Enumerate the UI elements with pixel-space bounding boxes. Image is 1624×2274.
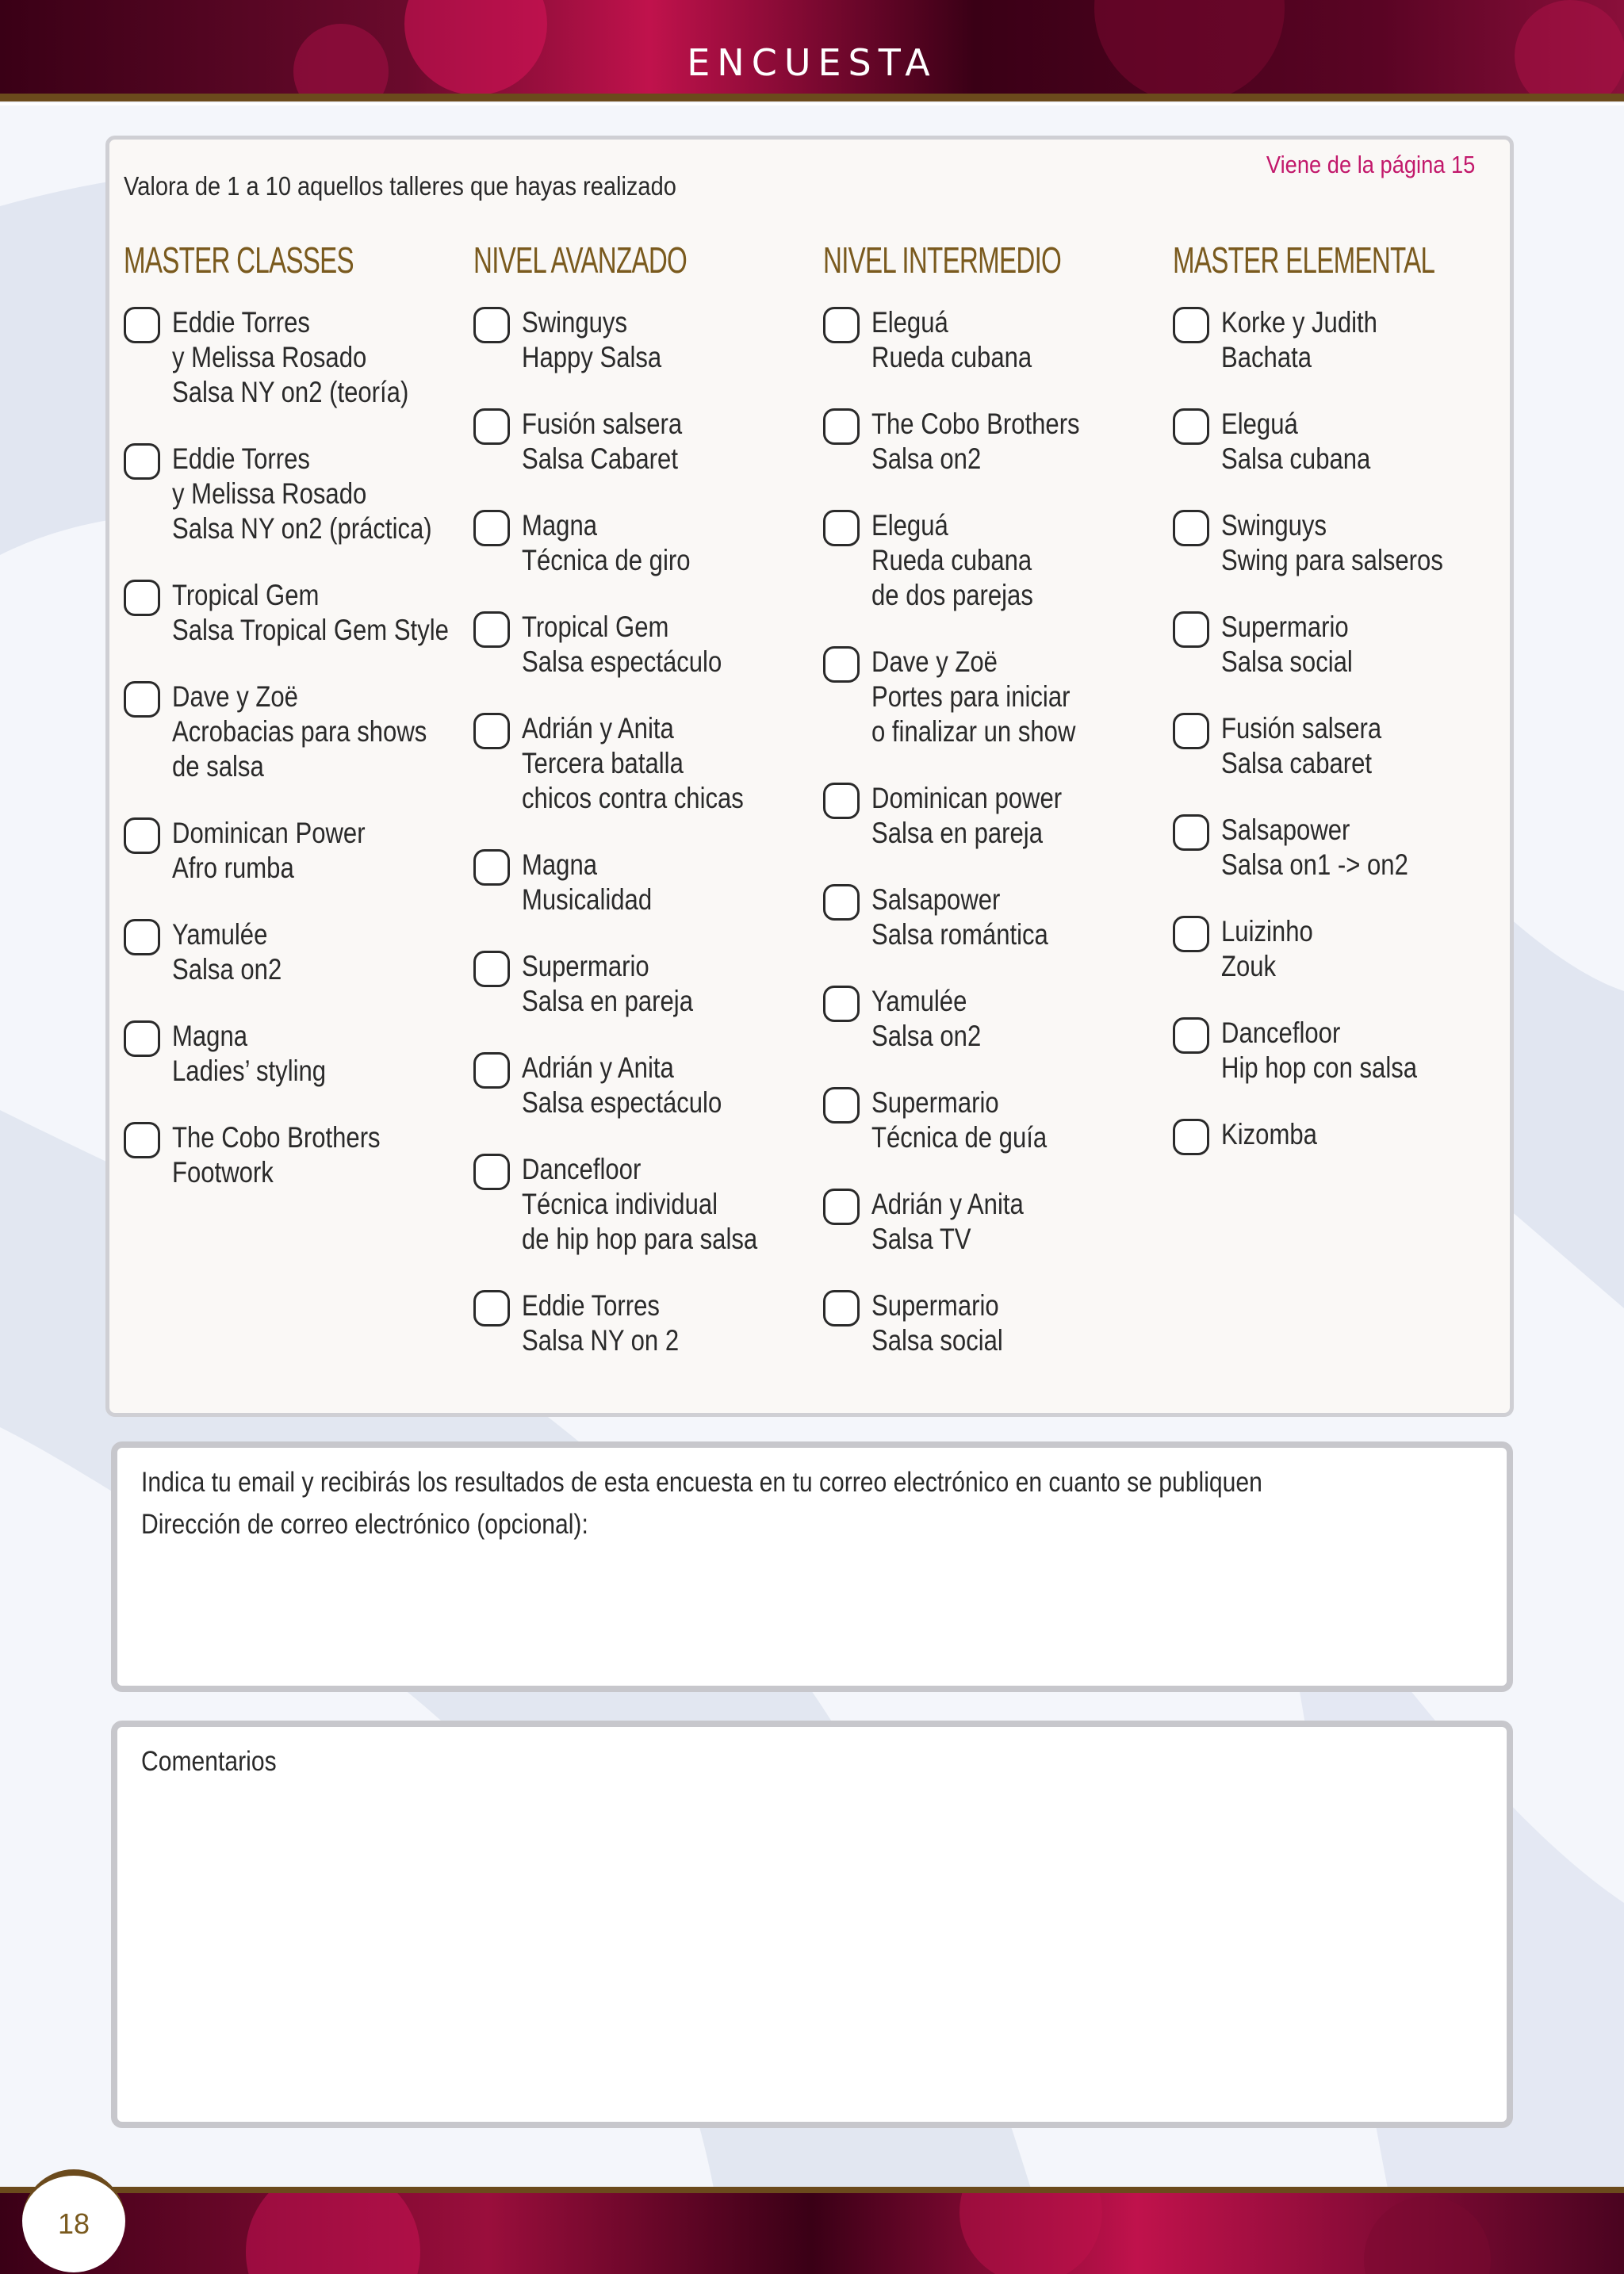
item-line: Salsa NY on2 (práctica) (172, 512, 432, 545)
item-line: Dancefloor (522, 1153, 642, 1185)
item-line: Eddie Torres (172, 442, 310, 475)
header-banner (0, 0, 1624, 94)
item-line: Zouk (1221, 950, 1277, 982)
comments-box[interactable] (111, 1721, 1513, 2128)
checkbox[interactable] (473, 307, 510, 343)
item-line: The Cobo Brothers (871, 408, 1080, 440)
item-line: Fusión salsera (1221, 712, 1382, 745)
checkbox[interactable] (124, 681, 160, 718)
workshop-item (1173, 508, 1506, 578)
item-line: Salsa en pareja (522, 985, 693, 1017)
checkbox[interactable] (124, 1122, 160, 1158)
workshop-item (124, 442, 457, 546)
workshop-item (823, 781, 1156, 851)
column-heading: MASTER CLASSES (124, 239, 354, 281)
column-heading: MASTER ELEMENTAL (1173, 239, 1435, 281)
workshop-item (473, 711, 806, 816)
column-master-elemental (1173, 239, 1506, 1184)
checkbox[interactable] (1173, 510, 1209, 546)
item-line: Salsa Tropical Gem Style (172, 614, 449, 646)
footer-rule (0, 2187, 1624, 2193)
item-line: Bachata (1221, 341, 1312, 373)
workshop-item (473, 1051, 806, 1120)
checkbox[interactable] (823, 783, 860, 819)
checkbox[interactable] (124, 580, 160, 616)
item-line: Luizinho (1221, 915, 1313, 948)
header-rule-highlight (0, 103, 1624, 105)
footer-banner (0, 2188, 1624, 2274)
workshop-item (1173, 813, 1506, 882)
workshop-item (1173, 407, 1506, 477)
intro-text: Valora de 1 a 10 aquellos talleres que hayas realizado (124, 171, 676, 201)
column-master-classes (124, 239, 457, 1222)
workshop-item (1173, 1117, 1506, 1152)
checkbox[interactable] (473, 1154, 510, 1190)
checkbox[interactable] (823, 408, 860, 445)
item-line: Salsa cabaret (1221, 747, 1373, 779)
item-line: Salsa cubana (1221, 442, 1371, 475)
workshop-item (1173, 711, 1506, 781)
item-line: The Cobo Brothers (172, 1121, 381, 1154)
workshop-item (823, 984, 1156, 1054)
workshop-item (823, 1187, 1156, 1257)
item-line: Supermario (871, 1289, 999, 1322)
checkbox[interactable] (124, 307, 160, 343)
page-number-badge (22, 2169, 125, 2272)
item-line: Magna (522, 848, 598, 881)
item-line: Kizomba (1221, 1118, 1317, 1150)
item-line: Magna (522, 509, 598, 542)
item-line: Salsa on2 (172, 953, 282, 986)
workshop-item (473, 848, 806, 917)
checkbox[interactable] (1173, 1119, 1209, 1155)
item-line: Acrobacias para shows (172, 715, 427, 748)
item-line: Salsapower (1221, 814, 1350, 846)
email-field-label: Dirección de correo electrónico (opcional): (141, 1509, 588, 1540)
item-line: Dave y Zoë (172, 680, 298, 713)
item-line: Técnica de giro (522, 544, 691, 576)
item-line: Rueda cubana (871, 544, 1032, 576)
item-line: Dominican Power (172, 817, 366, 849)
workshop-item (823, 1085, 1156, 1155)
workshop-item (473, 949, 806, 1019)
item-line: Eleguá (871, 306, 948, 339)
workshop-item (473, 610, 806, 680)
item-line: Adrián y Anita (522, 1051, 674, 1084)
item-line: Técnica individual (522, 1188, 718, 1220)
item-line: Portes para iniciar (871, 680, 1071, 713)
workshop-item (823, 508, 1156, 613)
item-line: Rueda cubana (871, 341, 1032, 373)
item-line: Salsapower (871, 883, 1001, 916)
workshop-item (823, 407, 1156, 477)
workshop-item (473, 1152, 806, 1257)
item-line: Salsa NY on2 (teoría) (172, 376, 409, 408)
item-line: Tropical Gem (172, 579, 320, 611)
item-line: Salsa social (1221, 645, 1353, 678)
workshop-item (124, 578, 457, 648)
item-line: Adrián y Anita (871, 1188, 1024, 1220)
checkbox[interactable] (823, 1189, 860, 1225)
workshop-item (1173, 1016, 1506, 1085)
checkbox[interactable] (1173, 307, 1209, 343)
item-line: Afro rumba (172, 852, 294, 884)
item-line: Swing para salseros (1221, 544, 1443, 576)
checkbox[interactable] (823, 307, 860, 343)
item-line: Dominican power (871, 782, 1063, 814)
workshop-item (473, 1288, 806, 1358)
item-line: Yamulée (871, 985, 967, 1017)
checkbox[interactable] (473, 1290, 510, 1326)
checkbox[interactable] (1173, 814, 1209, 851)
workshop-item (124, 305, 457, 410)
checkbox[interactable] (473, 408, 510, 445)
email-instructions: Indica tu email y recibirás los resultados de esta encuesta en tu correo electrónico en cuanto se publiquen (141, 1467, 1262, 1498)
item-line: de hip hop para salsa (522, 1223, 758, 1255)
item-line: Eddie Torres (522, 1289, 660, 1322)
checkbox[interactable] (124, 919, 160, 955)
workshop-item (823, 645, 1156, 749)
item-line: Salsa Cabaret (522, 442, 678, 475)
item-line: Supermario (522, 950, 649, 982)
workshop-item (823, 1288, 1156, 1358)
item-line: chicos contra chicas (522, 782, 744, 814)
item-line: Swinguys (522, 306, 628, 339)
item-line: Ladies’ styling (172, 1055, 327, 1087)
item-line: Tercera batalla (522, 747, 684, 779)
workshop-item (473, 305, 806, 375)
checkbox[interactable] (823, 884, 860, 921)
checkbox[interactable] (124, 1020, 160, 1057)
item-line: Happy Salsa (522, 341, 662, 373)
workshop-item (124, 816, 457, 886)
column-nivel-intermedio (823, 239, 1156, 1390)
checkbox[interactable] (823, 1087, 860, 1124)
item-line: Tropical Gem (522, 611, 669, 643)
item-line: Adrián y Anita (522, 712, 674, 745)
checkbox[interactable] (823, 986, 860, 1022)
workshop-item (1173, 305, 1506, 375)
workshop-item (124, 1019, 457, 1089)
item-line: Korke y Judith (1221, 306, 1377, 339)
item-line: Dancefloor (1221, 1016, 1341, 1049)
checkbox[interactable] (473, 951, 510, 987)
workshop-item (823, 305, 1156, 375)
checkbox[interactable] (1173, 916, 1209, 952)
workshops-panel (105, 136, 1514, 1417)
checkbox[interactable] (473, 510, 510, 546)
item-line: Salsa NY on 2 (522, 1324, 680, 1357)
checkbox[interactable] (1173, 713, 1209, 749)
checkbox[interactable] (124, 443, 160, 480)
checkbox[interactable] (1173, 611, 1209, 648)
item-line: Salsa social (871, 1324, 1003, 1357)
checkbox[interactable] (473, 849, 510, 886)
header-rule (0, 94, 1624, 101)
workshop-item (124, 680, 457, 784)
workshop-item (823, 882, 1156, 952)
column-nivel-avanzado (473, 239, 806, 1390)
item-line: Yamulée (172, 918, 268, 951)
checkbox[interactable] (473, 611, 510, 648)
workshop-item (1173, 914, 1506, 984)
item-line: Salsa romántica (871, 918, 1048, 951)
column-heading: NIVEL INTERMEDIO (823, 239, 1062, 281)
checkbox[interactable] (823, 646, 860, 683)
checkbox[interactable] (473, 713, 510, 749)
item-line: Supermario (871, 1086, 999, 1119)
workshop-item (473, 407, 806, 477)
item-line: Salsa espectáculo (522, 1086, 722, 1119)
workshop-item (124, 1120, 457, 1190)
item-line: Salsa on2 (871, 442, 982, 475)
item-line: Salsa en pareja (871, 817, 1043, 849)
checkbox[interactable] (1173, 1017, 1209, 1054)
item-line: Footwork (172, 1156, 274, 1189)
continued-note: Viene de la página 15 (1266, 151, 1475, 178)
workshop-item (124, 917, 457, 987)
item-line: Eleguá (1221, 408, 1298, 440)
item-line: Magna (172, 1020, 248, 1052)
item-line: de dos parejas (871, 579, 1033, 611)
item-line: Supermario (1221, 611, 1349, 643)
page-number: 18 (57, 2207, 90, 2240)
item-line: Salsa on1 -> on2 (1221, 848, 1408, 881)
workshop-item (1173, 610, 1506, 680)
item-line: Hip hop con salsa (1221, 1051, 1418, 1084)
footer-decoration (0, 2188, 1624, 2274)
item-line: o finalizar un show (871, 715, 1076, 748)
item-line: Salsa on2 (871, 1020, 982, 1052)
item-line: Fusión salsera (522, 408, 683, 440)
item-line: Musicalidad (522, 883, 653, 916)
item-line: y Melissa Rosado (172, 341, 367, 373)
item-line: Eleguá (871, 509, 948, 542)
item-line: de salsa (172, 750, 264, 783)
item-line: y Melissa Rosado (172, 477, 367, 510)
workshop-item (473, 508, 806, 578)
item-line: Eddie Torres (172, 306, 310, 339)
checkbox[interactable] (473, 1052, 510, 1089)
column-heading: NIVEL AVANZADO (473, 239, 688, 281)
item-line: Salsa espectáculo (522, 645, 722, 678)
checkbox[interactable] (823, 510, 860, 546)
email-box[interactable] (111, 1441, 1513, 1692)
comments-label: Comentarios (141, 1746, 277, 1777)
item-line: Swinguys (1221, 509, 1327, 542)
item-line: Dave y Zoë (871, 645, 998, 678)
checkbox[interactable] (124, 817, 160, 854)
item-line: Salsa TV (871, 1223, 971, 1255)
header-title: ENCUESTA (687, 41, 937, 84)
checkbox[interactable] (1173, 408, 1209, 445)
checkbox[interactable] (823, 1290, 860, 1326)
item-line: Técnica de guía (871, 1121, 1048, 1154)
